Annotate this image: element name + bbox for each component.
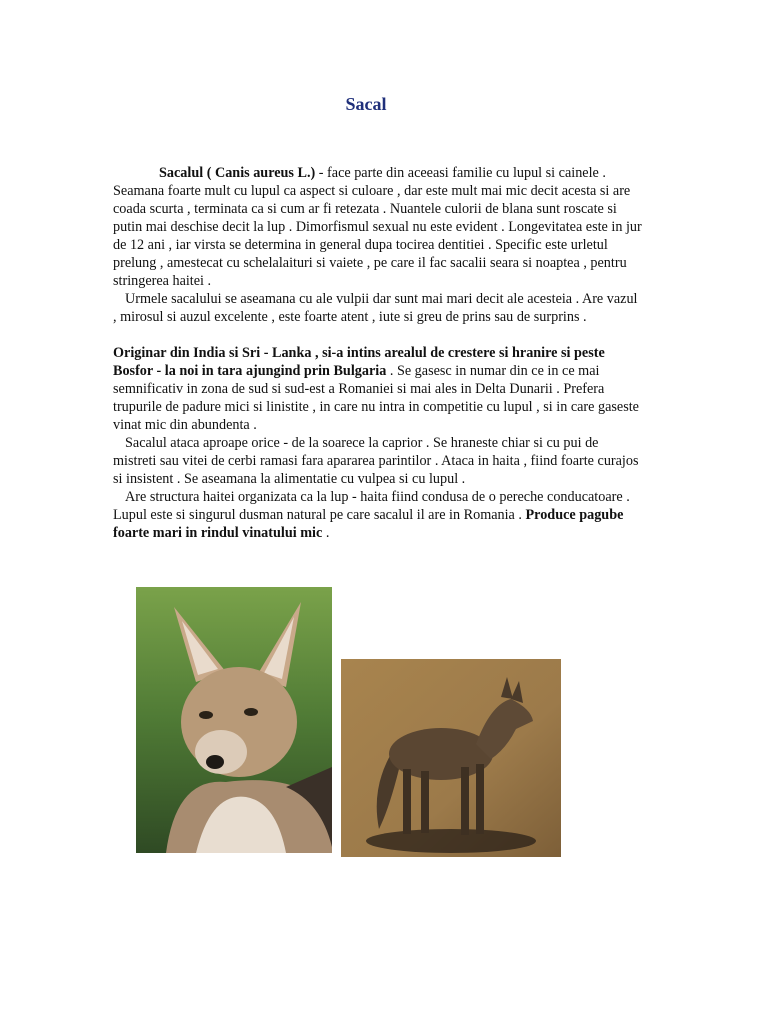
species-name: Sacalul ( Canis aureus L.) <box>159 165 316 181</box>
jackal-standing-photo <box>341 659 561 857</box>
origin-bold-text: Originar din India si Sri - Lanka , si-a intins arealul de crestere si hranire si peste Bosfor - la noi in tara ajungind prin Bulgaria <box>113 345 605 379</box>
pack-end-text: . <box>322 525 330 541</box>
origin-text: . Se gasesc in numar din ce in ce mai semnificativ in zona de sud si sud-est a Romaniei si mai ales in Delta Dunarii . Prefera trupurile de padure mici si linistite , in care nu intra in competitie cu lupul , si in care gaseste vinat mic din abundenta . <box>113 363 639 433</box>
page-title: Sacal <box>345 94 387 114</box>
paragraph-pack <box>113 488 643 542</box>
article-body <box>113 164 643 542</box>
paragraph-description <box>113 164 643 290</box>
description-text: - face parte din aceeasi familie cu lupul si cainele . Seamana foarte mult cu lupul ca aspect si culoare , dar este mult mai mic decit acesta si are coada scurta , terminata ca si cum ar fi retezata . Nuantele culorii de blana sunt roscate si putin mai deschise decit la lup . Dimorfismul sexual nu este evident . Longevitatea este in jur de 12 ani , iar virsta se determina in general dupa tocirea dentitiei . Specific este urletul prelung , amestecat cu schelalaituri si vaiete , pe care il fac sacalii seara si noaptea , pentru stringerea haitei . <box>113 165 642 289</box>
jackal-portrait-photo <box>136 587 332 853</box>
pack-text: Are structura haitei organizata ca la lup - haita fiind condusa de o pereche conducatoare . Lupul este si singurul dusman natural pe care sacalul il are in Romania . <box>113 489 630 523</box>
paragraph-origin <box>113 344 643 434</box>
damage-bold-text: Produce pagube foarte mari in rindul vinatului mic <box>113 507 624 541</box>
paragraph-traits: Urmele sacalului se aseamana cu ale vulpii dar sunt mai mari decit ale acesteia . Are vazul , mirosul si auzul excelente , este foarte atent , iute si greu de prins sau de surprins . <box>113 291 638 325</box>
paragraph-diet: Sacalul ataca aproape orice - de la soarece la caprior . Se hraneste chiar si cu pui de mistreti sau vitei de cerbi ramasi fara apararea parintilor . Ataca in haita , fiind foarte curajos si insistent . Se aseamana la alimentatie cu vulpea si cu lupul . <box>113 435 639 487</box>
